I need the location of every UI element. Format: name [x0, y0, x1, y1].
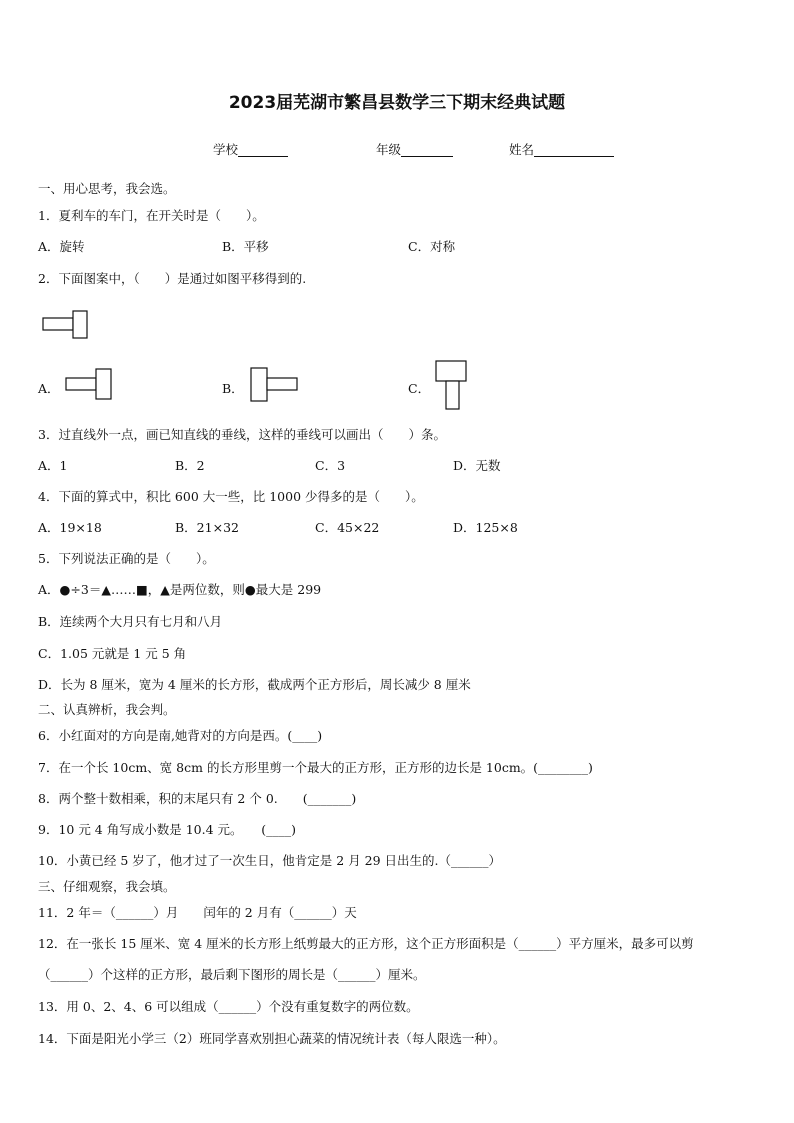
question-12-continued: （______）个这样的正方形，最后剩下图形的周长是（______）厘米。 [38, 967, 426, 982]
question-1: 1．夏利车的车门，在开关时是（ ）。 [38, 208, 265, 223]
q1-option-b[interactable]: B．平移 [222, 239, 269, 254]
q4-option-d[interactable]: D．125×8 [453, 520, 518, 535]
question-12: 12．在一张长 15 厘米、宽 4 厘米的长方形上纸剪最大的正方形，这个正方形面积是（______）平方厘米，最多可以剪 [38, 936, 694, 951]
question-2: 2．下面图案中，（ ）是通过如图平移得到的. [38, 271, 307, 286]
section-1-heading: 一、用心思考，我会选。 [38, 181, 176, 196]
question-8: 8．两个整十数相乘，积的末尾只有 2 个 0. (_______) [38, 791, 357, 806]
q2-option-a-figure [65, 368, 117, 402]
q1-option-c[interactable]: C．对称 [408, 239, 456, 254]
school-label: 学校 [213, 142, 239, 157]
name-field [509, 140, 614, 158]
q3-option-a[interactable]: A．1 [38, 458, 68, 473]
grade-blank[interactable] [401, 142, 453, 157]
grade-field [376, 140, 453, 158]
q4-option-b[interactable]: B．21×32 [175, 520, 239, 535]
q5-option-b[interactable]: B．连续两个大月只有七月和八月 [38, 614, 223, 629]
question-7: 7．在一个长 10cm、宽 8cm 的长方形里剪一个最大的正方形，正方形的边长是 10cm。(________) [38, 760, 593, 775]
question-6: 6．小红面对的方向是南,她背对的方向是西。(____) [38, 728, 323, 743]
page-title: 2023届芜湖市繁昌县数学三下期末经典试题 [228, 93, 566, 113]
q5-option-d[interactable]: D．长为 8 厘米，宽为 4 厘米的长方形，截成两个正方形后，周长减少 8 厘米 [38, 677, 471, 692]
school-blank[interactable] [238, 142, 288, 157]
q2-option-b[interactable]: B． [222, 381, 244, 396]
q2-reference-figure [42, 310, 98, 340]
q2-option-a[interactable]: A． [38, 381, 60, 396]
question-3: 3．过直线外一点，画已知直线的垂线，这样的垂线可以画出（ ）条。 [38, 427, 446, 442]
name-blank[interactable] [534, 142, 614, 157]
question-13: 13．用 0、2、4、6 可以组成（______）个没有重复数字的两位数。 [38, 999, 419, 1014]
question-4: 4．下面的算式中，积比 600 大一些，比 1000 少得多的是（ ）。 [38, 489, 424, 504]
question-9: 9．10 元 4 角写成小数是 10.4 元。 (____) [38, 822, 297, 837]
q2-option-b-figure [250, 367, 302, 403]
section-2-heading: 二、认真辨析，我会判。 [38, 702, 176, 717]
name-label: 姓名 [509, 142, 535, 157]
school-field [213, 140, 288, 158]
q3-option-c[interactable]: C．3 [315, 458, 346, 473]
question-11: 11．2 年＝（______）月 闰年的 2 月有（______）天 [38, 905, 357, 920]
q2-option-c[interactable]: C． [408, 381, 431, 396]
question-5: 5．下列说法正确的是（ ）。 [38, 551, 215, 566]
grade-label: 年级 [376, 142, 402, 157]
section-3-heading: 三、仔细观察，我会填。 [38, 879, 176, 894]
q2-option-c-figure [435, 360, 471, 412]
q1-option-a[interactable]: A．旋转 [38, 239, 85, 254]
q3-option-d[interactable]: D．无数 [453, 458, 501, 473]
q4-option-a[interactable]: A．19×18 [38, 520, 102, 535]
q4-option-c[interactable]: C．45×22 [315, 520, 380, 535]
q3-option-b[interactable]: B．2 [175, 458, 205, 473]
question-14: 14．下面是阳光小学三（2）班同学喜欢别担心蔬菜的情况统计表（每人限选一种）。 [38, 1031, 506, 1046]
question-10: 10．小黄已经 5 岁了，他才过了一次生日，他肯定是 2 月 29 日出生的.（______） [38, 853, 502, 868]
q5-option-a[interactable]: A．●÷3＝▲……■，▲是两位数，则●最大是 299 [38, 582, 322, 597]
q5-option-c[interactable]: C．1.05 元就是 1 元 5 角 [38, 646, 187, 661]
